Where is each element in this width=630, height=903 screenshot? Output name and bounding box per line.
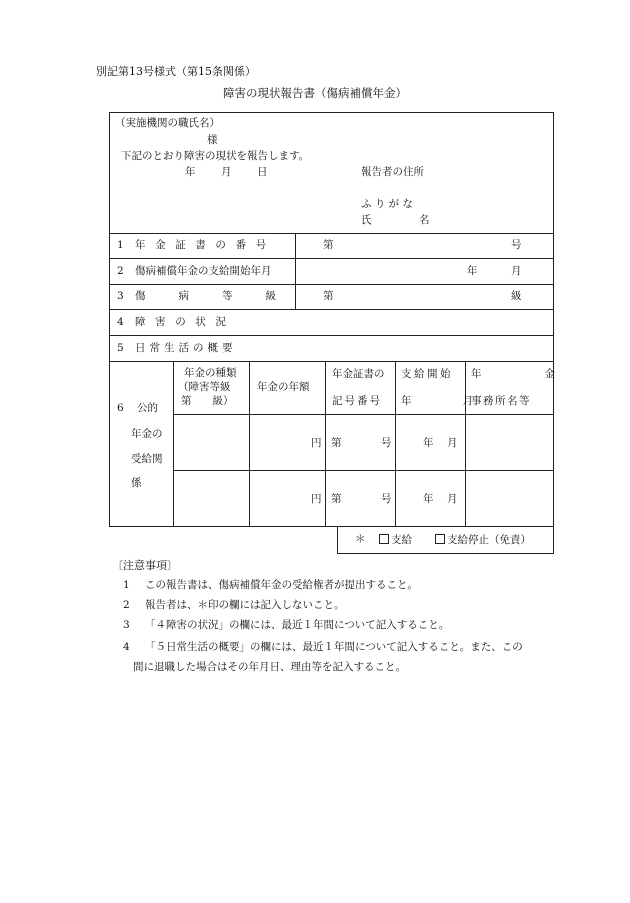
pension-divider — [249, 361, 250, 526]
row-4-number: 4 — [117, 316, 124, 328]
col-type-line-2: （障害等級 — [178, 381, 231, 393]
date-day-label: 日 — [257, 166, 268, 178]
pension-row-1-yen: 円 — [311, 437, 322, 449]
intro-text: 下記のとおり障害の現状を報告します。 — [121, 150, 310, 162]
checkbox-pay-icon[interactable] — [379, 534, 389, 544]
row-3-label: 傷病等級 — [135, 290, 309, 302]
row-divider — [109, 335, 554, 336]
row-3-kyu: 級 — [511, 290, 522, 302]
pension-row-1-go: 号 — [381, 437, 392, 449]
sama-label: 様 — [207, 134, 218, 146]
col-start-line-1: 支給開始 — [401, 368, 453, 380]
row-6-label-line-2: 年金の — [131, 428, 163, 440]
col-office-line-1: 年 金 — [471, 368, 569, 380]
row-2-label: 傷病補償年金の支給開始年月 — [135, 265, 272, 277]
col-cert-line-1: 年金証書の — [332, 368, 385, 380]
status-box-bottom-border — [337, 553, 554, 554]
pension-row-2-go: 号 — [381, 493, 392, 505]
pension-divider — [325, 361, 326, 526]
row-4-label: 障害の状況 — [135, 316, 236, 328]
document-title: 障害の現状報告書（傷病補償年金） — [223, 86, 407, 100]
table-border-right — [553, 112, 554, 554]
row-6-label-line-3: 受給関 — [131, 453, 163, 465]
row-3-number: 3 — [117, 290, 124, 302]
col-type-line-3: 第 級） — [181, 395, 234, 407]
row-2-year: 年 — [467, 265, 478, 277]
row-divider — [109, 258, 554, 259]
pension-divider — [173, 361, 174, 526]
furigana-label: ふ り が な — [361, 198, 414, 210]
note-item-4-continuation: 間に退職した場合はその年月日、理由等を記入すること。 — [133, 661, 406, 673]
row-divider — [109, 361, 554, 362]
pension-row-2-year: 年 — [423, 493, 434, 505]
status-option-stop-label: 支給停止（免責） — [447, 534, 531, 546]
row-5-label: 日常生活の概要 — [135, 342, 237, 354]
notes-heading: 〔注意事項〕 — [112, 559, 178, 572]
row-divider — [109, 309, 554, 310]
pension-divider — [395, 361, 396, 526]
date-year-label: 年 — [185, 166, 196, 178]
row-5-number: 5 — [117, 342, 124, 354]
note-item-1: 1 この報告書は、傷病補償年金の受給権者が提出すること。 — [123, 579, 418, 591]
table-border-top — [109, 112, 554, 113]
reporter-address-label: 報告者の住所 — [361, 166, 424, 178]
org-name-label: （実施機関の職氏名） — [115, 117, 220, 129]
pension-row-1-year: 年 — [423, 437, 434, 449]
row-6-number: 6 — [117, 402, 124, 414]
pension-row-1-month: 月 — [447, 437, 458, 449]
row-divider — [109, 284, 554, 285]
col-type-line-1: 年金の種類 — [184, 367, 237, 379]
checkbox-stop-icon[interactable] — [435, 534, 445, 544]
table-border-left — [109, 112, 110, 526]
form-number-label: 別記第13号様式（第15条関係） — [96, 65, 256, 78]
row-divider — [109, 233, 554, 234]
row-1-number: 1 — [117, 239, 124, 251]
pension-row-2-dai: 第 — [331, 493, 342, 505]
pension-divider — [465, 361, 466, 526]
row-1-dai: 第 — [323, 239, 334, 251]
status-asterisk: ＊ — [355, 533, 366, 545]
row-1-go: 号 — [511, 239, 522, 251]
pension-row-divider — [173, 470, 554, 471]
status-box-left-border — [337, 526, 338, 554]
status-option-pay-label: 支給 — [391, 534, 412, 546]
table-border-main-bottom — [109, 526, 554, 527]
date-month-label: 月 — [221, 166, 232, 178]
status-option-pay[interactable] — [379, 534, 412, 546]
report-form-table — [109, 112, 569, 554]
col-amount-header: 年金の年額 — [257, 381, 310, 393]
name-label-1: 氏 — [361, 214, 372, 226]
row-2-number: 2 — [117, 265, 124, 277]
name-label-2: 名 — [419, 214, 430, 226]
pension-row-2-yen: 円 — [311, 493, 322, 505]
note-item-4: 4 「５日常生活の概要」の欄には、最近１年間について記入すること。また、この — [123, 641, 523, 653]
row-1-label: 年金証書の番号 — [135, 239, 276, 251]
pension-row-2-month: 月 — [447, 493, 458, 505]
pension-row-divider — [173, 414, 554, 415]
row-6-label-line-1: 公的 — [137, 402, 158, 414]
col-office-line-2: 事務所名等 — [471, 395, 531, 407]
row-3-dai: 第 — [323, 290, 334, 302]
pension-row-1-dai: 第 — [331, 437, 342, 449]
note-item-3: 3 「４障害の状況」の欄には、最近１年間について記入すること。 — [123, 619, 450, 631]
col-cert-line-2: 記号番号 — [332, 395, 382, 407]
status-option-stop[interactable] — [435, 534, 531, 546]
note-item-2: 2 報告者は、＊印の欄には記入しないこと。 — [123, 599, 345, 611]
col-start-line-2: 年 月 — [401, 395, 483, 407]
row-6-label-line-4: 係 — [131, 477, 142, 489]
row-2-month: 月 — [511, 265, 522, 277]
